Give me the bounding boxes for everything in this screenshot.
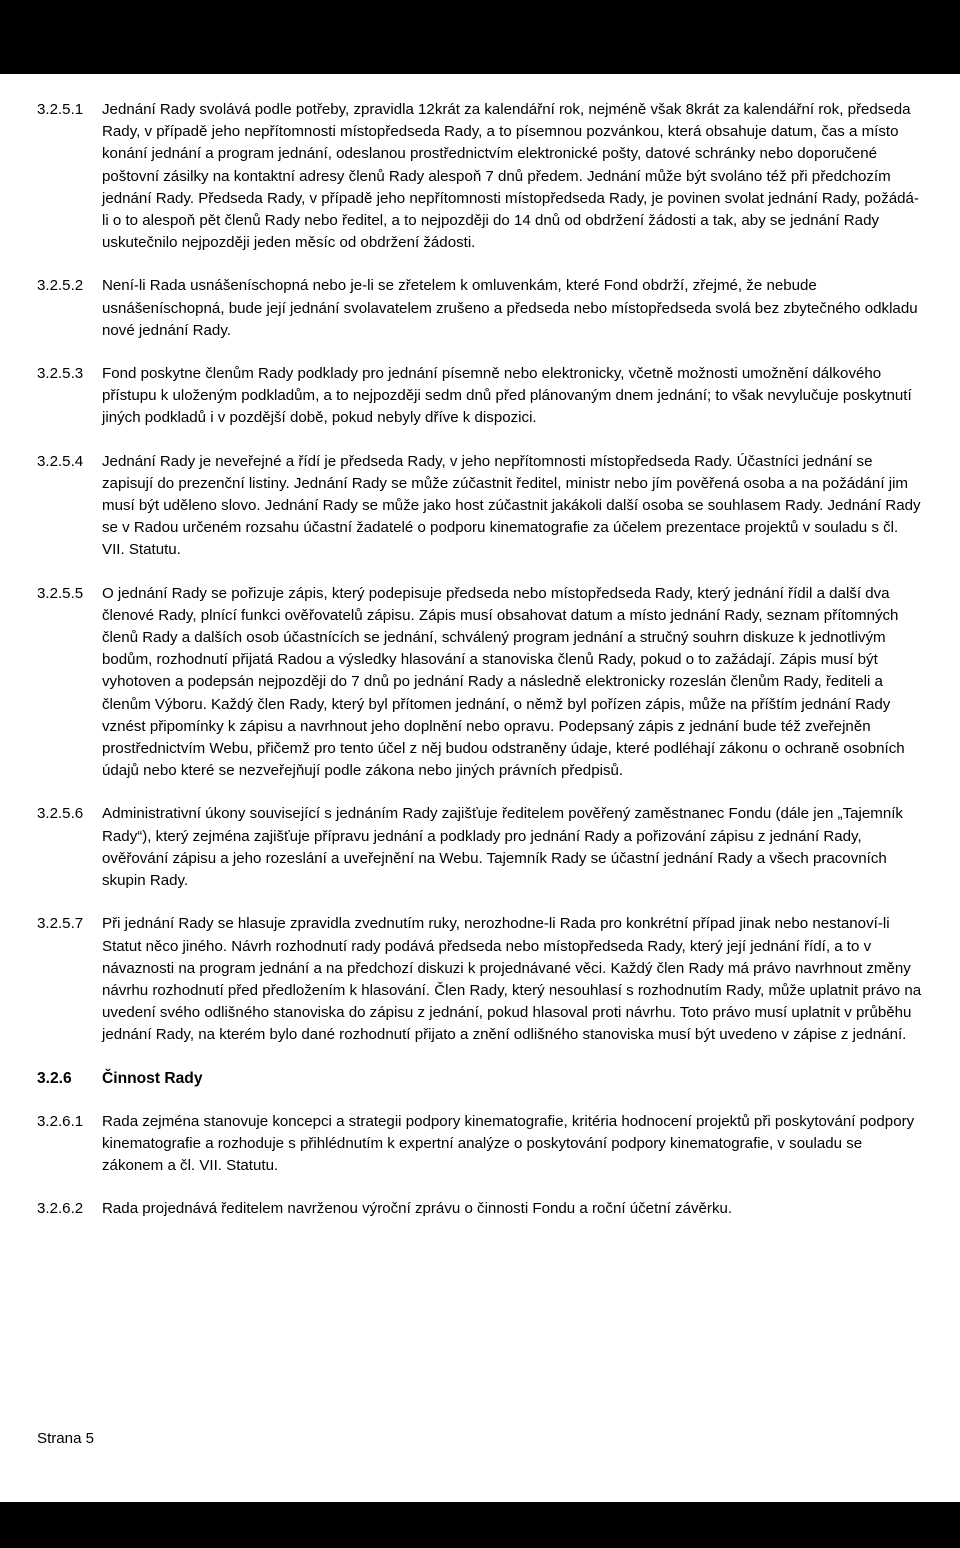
document-body [37,99,922,1242]
section-text: Administrativní úkony související s jednáním Rady zajišťuje ředitelem pověřený zaměstnanec Fondu (dále jen „Tajemník Rady“), který zejména zajišťuje přípravu jednání a podklady pro jednání Rady a pořizování zápisu z jednání Rady, ověřování zápisu a jeho rozeslání a uveřejnění na Webu. Tajemník Rady se účastní jednání Rady a všech pracovních skupin Rady. [102,805,903,890]
section-3-2-5-2 [37,275,922,342]
section-number: 3.2.5.3 [37,365,84,383]
section-text: Jednání Rady je neveřejné a řídí je předseda Rady, v jeho nepřítomnosti místopředseda Rady. Účastníci jednání se zapisují do prezenční listiny. Jednání Rady se může zúčastnit ředitel, ministr nebo jím pověřená osoba a na požádání jim musí být uděleno slovo. Jednání Rady se může jako host zúčastnit jakákoli další osoba se souhlasem Rady. Jednání Rady se v Radou určeném rozsahu účastní žadatelé o podporu kinematografie za účelem prezentace projektů v souladu s čl. VII. Statutu. [102,452,921,559]
section-3-2-5-7 [37,913,922,1046]
section-text: O jednání Rady se pořizuje zápis, který podepisuje předseda nebo místopředseda Rady, který jednání řídil a další dva členové Rady, plnící funkci ověřovatelů zápisu. Zápis musí obsahovat datum a místo jednání Rady, seznam přítomných členů Rady a dalších osob účastnících se jednání, schválený program jednání a stručný souhrn diskuze k jednotlivým bodům, rozhodnutí přijatá Radou a výsledky hlasování a stanoviska členů Rady, pokud o to zažádají. Zápis musí být vyhotoven a podepsán nejpozději do 7 dnů po jednání Rady a následně elektronicky rozeslán členům Rady, řediteli a členům Výboru. Každý člen Rady, který byl přítomen jednání, o němž byl pořízen zápis, může na příštím jednání Rady vznést připomínky k zápisu a navrhnout jeho doplnění nebo opravu. Podepsaný zápis z jednání bude též zveřejněn prostřednictvím Webu, přičemž pro tento účel z něj budou odstraněny údaje, které podléhají zákonu o ochraně osobních údajů nebo které se nezveřejňují podle zákona nebo jiných právních předpisů. [102,584,905,780]
bottom-black-bar [0,1502,960,1548]
section-3-2-5-1 [37,99,922,254]
heading-number: 3.2.6 [37,1069,72,1087]
section-text: Není-li Rada usnášeníschopná nebo je-li se zřetelem k omluvenkám, které Fond obdrží, zřejmé, že nebude usnášeníschopná, bude její jednání svolavatelem zrušeno a předseda nebo místopředseda svolá bez zbytečného odkladu nové jednání Rady. [102,277,918,339]
section-3-2-5-4 [37,451,922,562]
section-3-2-5-6 [37,803,922,892]
section-3-2-5-5 [37,583,922,783]
section-text: Jednání Rady svolává podle potřeby, zpravidla 12krát za kalendářní rok, nejméně však 8krát za kalendářní rok, předseda Rady, v případě jeho nepřítomnosti místopředseda Rady, a to písemnou pozvánkou, která obsahuje datum, čas a místo konání jednání a program jednání, odeslanou prostřednictvím elektronické pošty, datové schránky nebo doporučené poštovní zásilky na kontaktní adresy členů Rady alespoň 7 dnů předem. Jednání může být svoláno též při předchozím jednání Rady. Předseda Rady, v případě jeho nepřítomnosti místopředseda Rady, je povinen svolat jednání Rady, požádá-li o to alespoň pět členů Rady nebo ředitel, a to nejpozději do 14 dnů od obdržení žádosti a tak, aby se jednání Rady uskutečnilo nejpozději jeden měsíc od obdržení žádosti. [102,101,919,252]
section-text: Fond poskytne členům Rady podklady pro jednání písemně nebo elektronicky, včetně možnosti umožnění dálkového přístupu k uloženým podkladům, a to nejpozději sedm dnů před plánovaným dnem jednání; to však nevylučuje poskytnutí jiných podkladů i v pozdější době, pokud nebyly dříve k dispozici. [102,365,912,427]
section-number: 3.2.5.6 [37,805,84,823]
section-text: Rada projednává ředitelem navrženou výroční zprávu o činnosti Fondu a roční účetní závěrku. [102,1200,733,1218]
section-number: 3.2.5.4 [37,452,84,470]
section-number: 3.2.6.1 [37,1112,84,1130]
section-3-2-6-1 [37,1111,922,1178]
section-number: 3.2.5.5 [37,584,84,602]
section-heading-3-2-6 [37,1068,922,1090]
section-3-2-6-2 [37,1198,922,1220]
section-number: 3.2.5.1 [37,101,84,118]
top-black-bar [0,0,960,74]
page-number: Strana 5 [37,1430,95,1447]
heading-title: Činnost Rady [102,1069,203,1087]
section-3-2-5-3 [37,363,922,430]
section-text: Rada zejména stanovuje koncepci a strategii podpory kinematografie, kritéria hodnocení projektů při poskytování podpory kinematografie a rozhoduje s přihlédnutím k expertní analýze o poskytování podpory kinematografie, v souladu se zákonem a čl. VII. Statutu. [102,1112,915,1175]
section-text: Při jednání Rady se hlasuje zpravidla zvednutím ruky, nerozhodne-li Rada pro konkrétní případ jinak nebo nestanoví-li Statut něco jiného. Návrh rozhodnutí rady podává předseda nebo místopředseda Rady, který její jednání řídí, a to v návaznosti na program jednání a na předchozí diskuzi k projednávané věci. Každý člen Rady má právo navrhnout změny návrhu rozhodnutí před předložením k hlasování. Člen Rady, který nesouhlasí s rozhodnutím Rady, může uplatnit právo na uvedení svého odlišného stanoviska do zápisu z jednání, pokud hlasoval proti návrhu. Toto právo musí uplatnit v průběhu jednání Rady, na kterém bylo dané rozhodnutí přijato a znění odlišného stanoviska musí být uvedeno v zápise z jednání. [102,915,922,1044]
section-number: 3.2.6.2 [37,1200,84,1218]
section-number: 3.2.5.2 [37,277,84,295]
section-number: 3.2.5.7 [37,915,84,933]
